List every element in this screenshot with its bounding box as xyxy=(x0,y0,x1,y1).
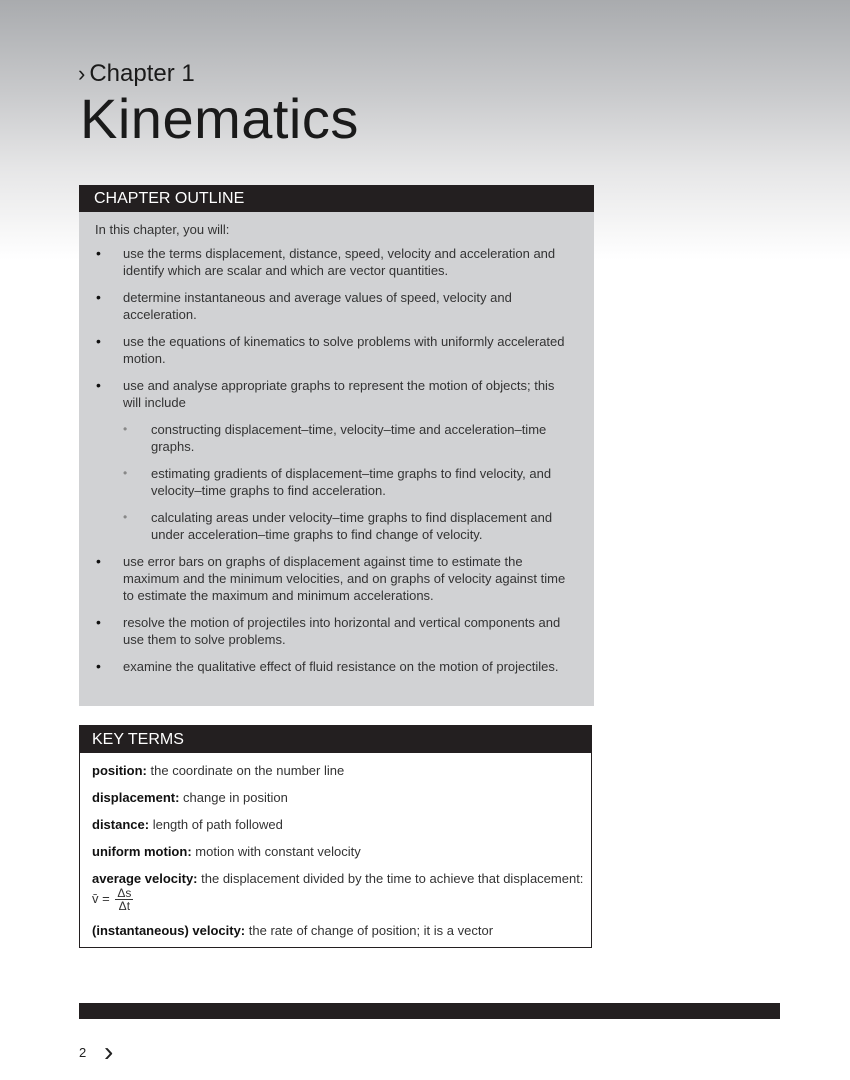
formula-fraction: $\frac{\Delta s}{\Delta t}$ xyxy=(117,886,132,913)
chapter-label-text: Chapter 1 xyxy=(89,60,195,87)
outline-item: • use the terms displacement, distance, speed, velocity and acceleration and identify which are scalar and which are vector quantities. xyxy=(79,245,594,279)
key-terms-box xyxy=(79,725,592,948)
key-term-average-velocity: average velocity: the displacement divided by the time to achieve that displacement: v̄ = $\frac{\Delta s}{\Delta t}$ xyxy=(92,871,584,913)
chapter-outline-list xyxy=(79,245,594,675)
outline-item: • use error bars on graphs of displacement against time to estimate the maximum and the minimum velocities, and on graphs of velocity against time to estimate the maximum and minimum accelerations. xyxy=(79,553,594,604)
chapter-outline-box xyxy=(79,185,594,706)
chevron-right-icon: › xyxy=(78,61,86,86)
page-number: 2 xyxy=(79,1045,87,1060)
chapter-outline-intro: In this chapter, you will: xyxy=(95,222,230,237)
outline-item: • examine the qualitative effect of fluid resistance on the motion of projectiles. xyxy=(79,658,594,675)
outline-item: • determine instantaneous and average values of speed, velocity and acceleration. xyxy=(79,289,594,323)
key-term-distance: distance: length of path followed xyxy=(92,817,283,832)
key-term-displacement: displacement: change in position xyxy=(92,790,288,805)
outline-subitem: • calculating areas under velocity–time graphs to find displacement and under acceleration–time graphs to find change of velocity. xyxy=(123,509,576,543)
key-term-instantaneous-velocity: (instantaneous) velocity: the rate of change of position; it is a vector xyxy=(92,923,494,938)
key-term-uniform-motion: uniform motion: motion with constant velocity xyxy=(92,844,361,859)
chapter-title: Kinematics xyxy=(80,87,359,150)
outline-sub-list xyxy=(123,421,576,543)
outline-item: • use the equations of kinematics to solve problems with uniformly accelerated motion. xyxy=(79,333,594,367)
outline-item: • resolve the motion of projectiles into horizontal and vertical components and use them to solve problems. xyxy=(79,614,594,648)
outline-subitem: • estimating gradients of displacement–time graphs to find velocity, and velocity–time graphs to find acceleration. xyxy=(123,465,576,499)
outline-subitem: • constructing displacement–time, velocity–time and acceleration–time graphs. xyxy=(123,421,576,455)
footer-bar xyxy=(79,1003,780,1019)
chevron-right-icon: › xyxy=(104,1036,114,1067)
key-terms-heading: KEY TERMS xyxy=(80,726,591,753)
outline-item: • use and analyse appropriate graphs to represent the motion of objects; this will include • constructing displacement–time, velocity–time and acceleration–time graphs. • estimating gradients of displacement–time graphs to find velocity, and velocity–time graphs to find acceleration. • calculating areas under velocity–time graphs to find displacement and under acceleration–time graphs to find change of velocity. xyxy=(79,377,594,543)
average-velocity-formula: v̄ = $\frac{\Delta s}{\Delta t}$ xyxy=(92,886,132,913)
chapter-label xyxy=(78,60,195,88)
key-term-position: position: the coordinate on the number line xyxy=(92,763,345,778)
chapter-outline-heading: CHAPTER OUTLINE xyxy=(79,185,594,212)
